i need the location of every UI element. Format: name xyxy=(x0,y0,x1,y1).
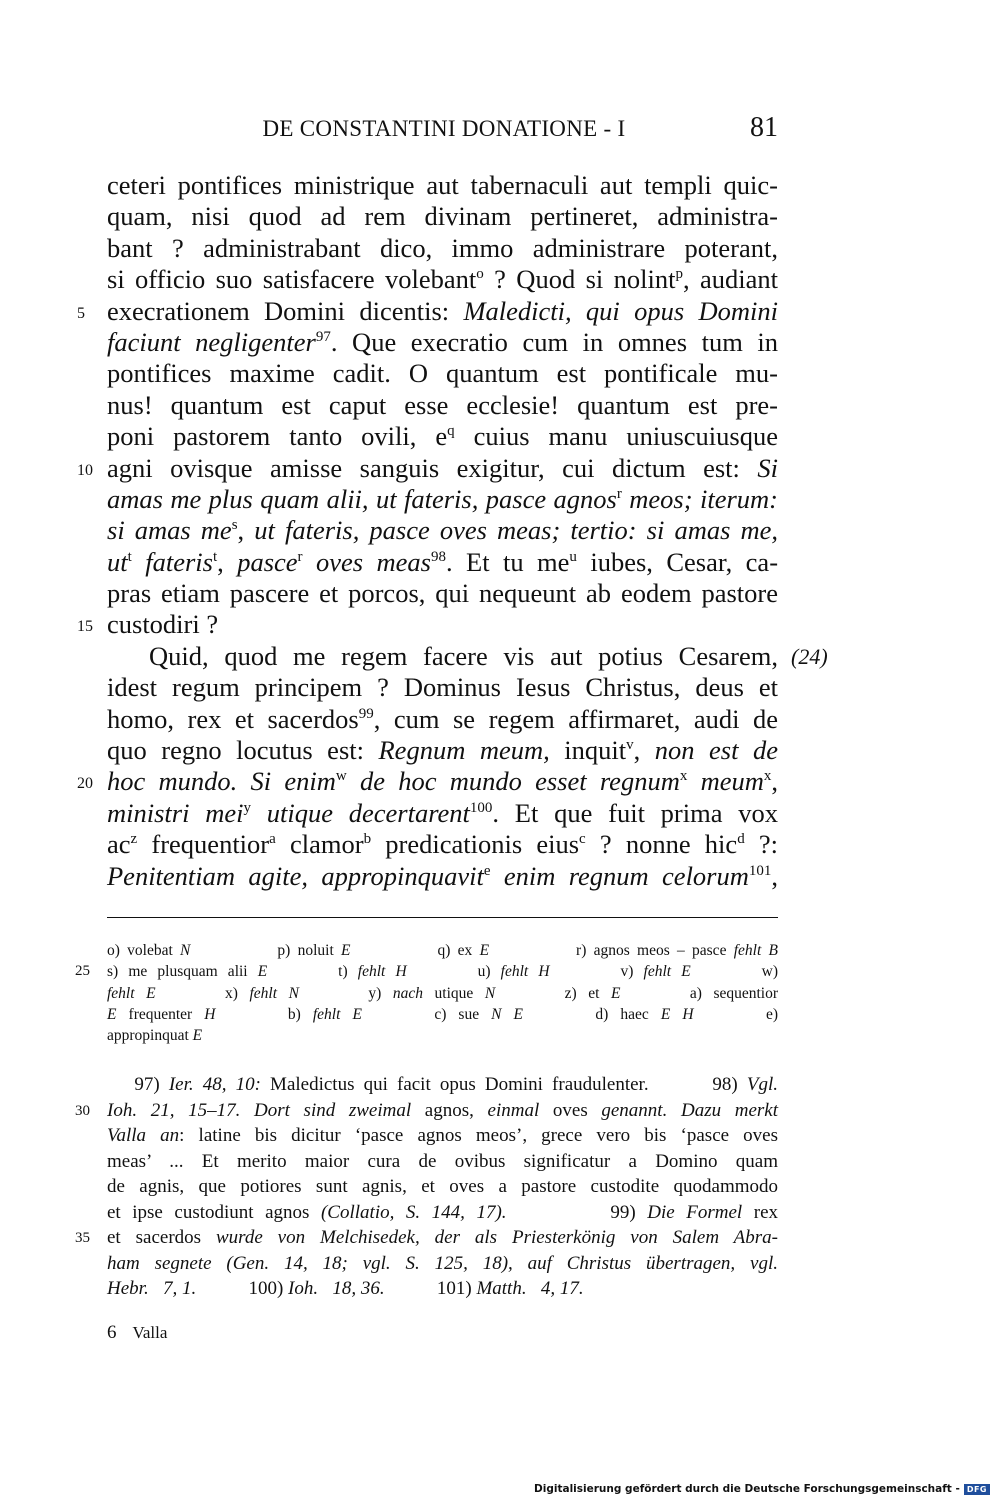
main-text-line xyxy=(107,672,778,703)
main-text-line xyxy=(107,233,778,264)
main-text-line xyxy=(107,390,778,421)
main-text-line xyxy=(107,640,828,672)
note-line xyxy=(107,1174,778,1200)
note-line xyxy=(107,1149,778,1175)
note-line xyxy=(107,1200,778,1226)
main-text-line-text: hoc mundo. Si enim$^w$ de hoc mundo esset regnum$^x$ meum$^x$, xyxy=(107,766,779,797)
main-text-line-text: si amas $me^s$, ut fateris, pasce oves meas; tertio: si amas me, xyxy=(107,515,779,546)
main-text-line xyxy=(107,484,778,515)
main-text-line-text: agni ovisque amisse sanguis exigitur, cui dictum est: Si xyxy=(107,452,778,483)
line-number: 15 xyxy=(77,618,93,636)
note-line-text: meas’ ... Et merito maior cura de ovibus significatur a Domino quam xyxy=(107,1150,778,1172)
main-text-line xyxy=(107,421,778,452)
apparatus-line-text: E frequenter H b) fehlt E c) sue N E d) haec E H e) xyxy=(107,1005,778,1023)
running-head xyxy=(110,112,778,146)
line-number: 5 xyxy=(77,304,85,322)
main-text-line-text: custodiri ? xyxy=(107,609,219,640)
main-text-line-text: Quid, quod me regem facere vis aut potius Cesarem, xyxy=(149,640,778,671)
note-line xyxy=(107,1072,778,1098)
main-text-line xyxy=(107,861,778,892)
main-text-line-text: $ut^t$ fateris$^t$, pasce$^r$ oves meas$^{98}$. Et tu $me^u$ iubes, Cesar, ca- xyxy=(107,546,779,577)
main-text-line-text: ceteri pontifices ministrique aut tabernaculi aut templi quic- xyxy=(107,170,778,200)
signature-mark xyxy=(107,1322,167,1344)
signature-label: Valla xyxy=(132,1323,168,1342)
note-line-text: et sacerdos wurde von Melchisedek, der als Priesterkönig von Salem Abra- xyxy=(107,1227,778,1248)
apparatus-line xyxy=(75,961,779,982)
note-line-text: Ioh. 21, 15–17. Dort sind zweimal agnos, einmal oves genannt. Dazu merkt xyxy=(107,1099,779,1121)
apparatus-line-text: s) me plusquam alii E t) fehlt H u) fehlt H v) fehlt E w) xyxy=(107,963,779,981)
note-line xyxy=(75,1225,778,1251)
line-number: 35 xyxy=(75,1230,90,1246)
main-text-line xyxy=(107,735,778,766)
main-text-line xyxy=(107,327,778,358)
footnote-rule xyxy=(107,917,778,918)
line-number: 30 xyxy=(75,1102,90,1119)
note-line xyxy=(107,1251,778,1277)
main-text-line-text: poni pastorem tanto ovili, $e^q$ cuius manu uniuscuiusque xyxy=(107,421,778,452)
main-text-line xyxy=(107,547,778,578)
page-number: 81 xyxy=(750,112,778,143)
main-text-line-text: Penitentiam agite, appropinquavit$^e$ enim regnum celorum$^{101}$, xyxy=(107,860,779,891)
main-text-line-text: quam, nisi quod ad rem divinam pertineret, administra- xyxy=(107,201,778,232)
line-number: 20 xyxy=(77,775,93,793)
main-text-line xyxy=(107,829,778,860)
critical-apparatus xyxy=(75,940,779,1046)
main-text-line-text: homo, rex et sacerdos$^{99}$, cum se regem affirmaret, audi de xyxy=(107,703,779,734)
main-text-line-text: amas me plus quam alii, ut fateris, pasce agnos$^r$ meos; iterum: xyxy=(107,483,778,514)
note-line xyxy=(107,1276,778,1302)
main-text-line-text: ministri mei$^y$ utique decertarent$^{100}$. Et que fuit prima vox xyxy=(107,797,778,828)
main-text-line-text: quo regno locutus est: Regnum meum, inquit$^v$, non est de xyxy=(107,735,778,766)
note-line-text: Hebr. 7, 1. 100) Ioh. 18, 36. 101) Matth. 4, 17. xyxy=(107,1278,584,1299)
note-line-text: de agnis, que potiores sunt agnis, et oves a pastore custodite quodammodo xyxy=(107,1176,778,1197)
line-number: 10 xyxy=(77,461,93,479)
running-title: DE CONSTANTINI DONATIONE - I xyxy=(262,116,626,141)
main-text-line-text: pontifices maxime cadit. O quantum est pontificale mu- xyxy=(107,358,778,389)
note-line-text: ham segnete (Gen. 14, 18; vgl. S. 125, 18), auf Christus übertragen, vgl. xyxy=(107,1252,778,1274)
apparatus-line xyxy=(107,1025,778,1046)
footer-text: Digitalisierung gefördert durch die Deutsche Forschungsgemeinschaft - xyxy=(534,1483,960,1495)
main-text-line xyxy=(77,609,778,640)
main-text-line xyxy=(107,578,778,609)
signature-number: 6 xyxy=(107,1322,117,1343)
note-line xyxy=(107,1123,778,1149)
note-line-text: 97) Ier. 48, 10: Maledictus qui facit opus Domini fraudulenter. 98) Vgl. xyxy=(107,1074,779,1095)
dfg-logo: DFG xyxy=(964,1484,990,1495)
apparatus-line xyxy=(107,1004,778,1025)
main-text-line-text: nus! quantum est caput esse ecclesie! quantum est pre- xyxy=(107,389,778,420)
main-text-line xyxy=(107,704,778,735)
main-text-line xyxy=(107,201,778,232)
main-text-line xyxy=(107,264,778,295)
main-text-line xyxy=(107,515,778,546)
main-text xyxy=(77,170,828,892)
main-text-line xyxy=(77,766,779,797)
apparatus-line-text: appropinquat E xyxy=(107,1027,203,1045)
line-number: 25 xyxy=(75,963,90,980)
main-text-line xyxy=(107,170,778,201)
main-text-line-text: faciunt negligenter$^{97}$. Que execratio cum in omnes tum in xyxy=(107,326,778,357)
margin-note: (24) xyxy=(791,643,828,669)
main-text-line-text: bant ? administrabant dico, immo administrare poterant, xyxy=(107,232,778,263)
main-text-line xyxy=(107,358,778,389)
apparatus-line xyxy=(107,940,778,961)
apparatus-line-text: o) volebat N p) noluit E q) ex E r) agnos meos – pasce fehlt B xyxy=(107,942,778,959)
apparatus-line-text: fehlt E x) fehlt N y) nach utique N z) et E a) sequentior xyxy=(107,984,779,1002)
note-line xyxy=(75,1098,779,1124)
main-text-line-text: si officio suo satisfacere volebant$^o$ ? Quod si nolint$^p$, audiant xyxy=(107,264,778,295)
main-text-line-text: pras etiam pascere et porcos, qui nequeunt ab eodem pastore xyxy=(107,578,778,609)
main-text-line-text: idest regum principem ? Dominus Iesus Christus, deus et xyxy=(107,672,778,703)
main-text-line-text: execrationem Domini dicentis: Maledicti, qui opus Domini xyxy=(107,295,778,326)
main-text-line xyxy=(77,452,778,484)
digitization-footer xyxy=(534,1483,990,1495)
note-line-text: et ipse custodiunt agnos (Collatio, S. 144, 17). 99) Die Formel rex xyxy=(107,1201,779,1223)
apparatus-line xyxy=(107,983,778,1004)
main-text-line xyxy=(77,295,778,327)
main-text-line-text: $ac^z$ frequentior$^a$ clamor$^b$ predicationis eius$^c$ ? nonne hic$^d$ ?: xyxy=(107,829,779,860)
commentary-notes xyxy=(75,1072,779,1302)
main-text-line xyxy=(107,798,778,829)
note-line-text: Valla an: latine bis dicitur ‘pasce agnos meos’, grece vero bis ‘pasce oves xyxy=(107,1125,778,1146)
